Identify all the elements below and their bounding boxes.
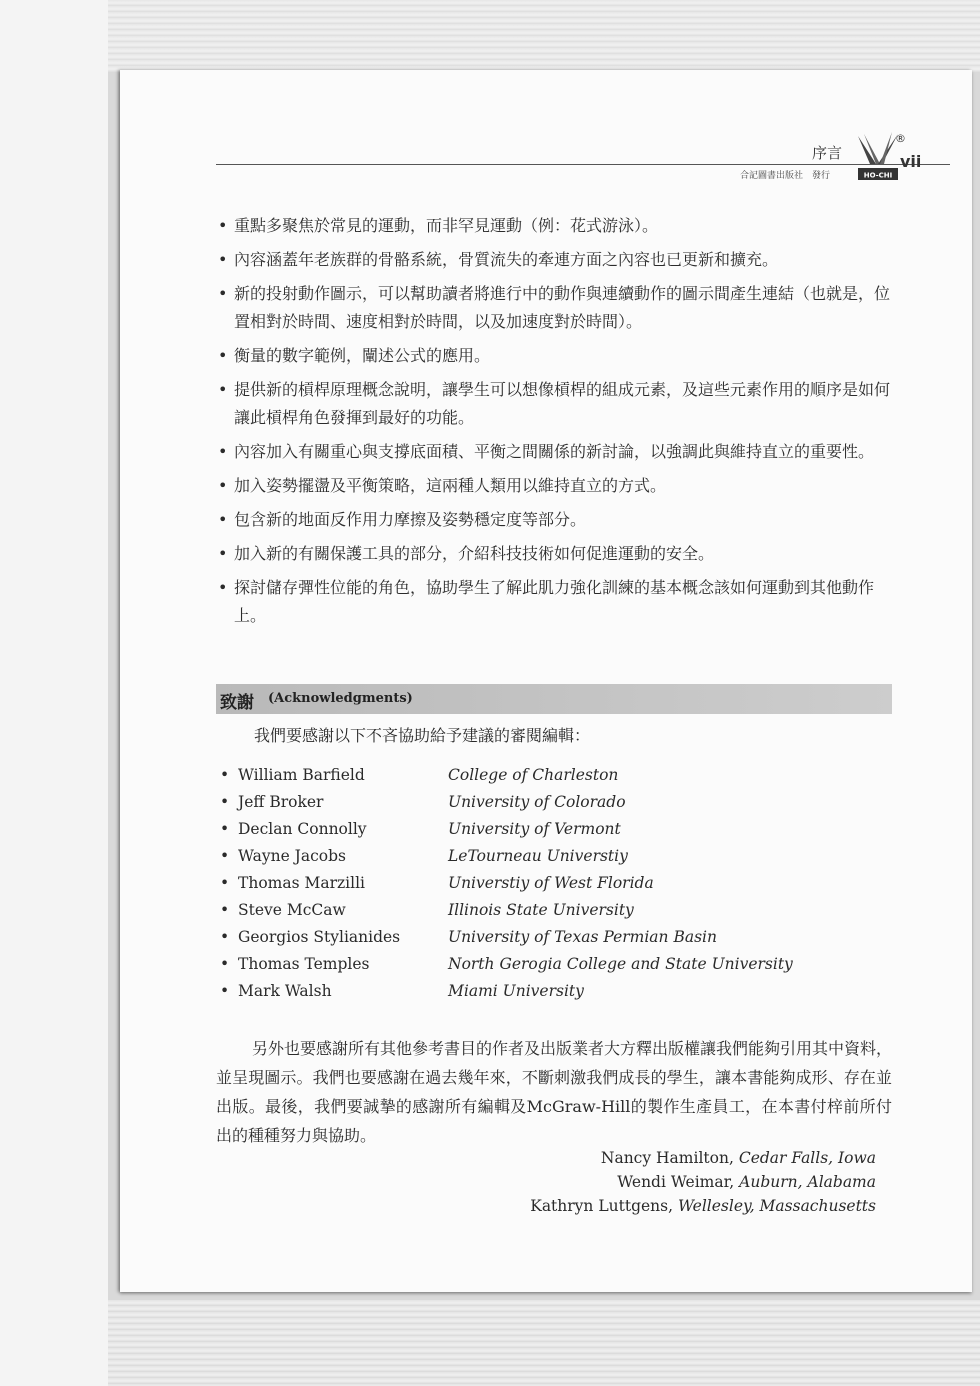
reviewer-school: University of Texas Permian Basin — [448, 928, 717, 946]
reviewer-school: Miami University — [448, 982, 584, 1000]
bullet-icon: • — [220, 847, 230, 865]
author-name: Nancy Hamilton, — [600, 1149, 734, 1167]
page-number: vii — [900, 152, 922, 171]
acknowledgments-heading — [216, 684, 892, 714]
list-item — [218, 506, 894, 534]
feature-list — [218, 212, 894, 636]
list-item-text: 內容加入有關重心與支撐底面積、平衡之間關係的新討論，以強調此與維持直立的重要性。 — [234, 442, 875, 461]
reviewer-school: University of Colorado — [448, 793, 626, 811]
list-item-text: 提供新的槓桿原理概念說明，讓學生可以想像槓桿的組成元素，及這些元素作用的順序是如何讓此槓桿角色發揮到最好的功能。 — [234, 380, 891, 427]
header-rule — [216, 164, 950, 165]
reviewer-school: College of Charleston — [448, 766, 619, 784]
publisher-line: 合記圖書出版社 發行 — [740, 171, 831, 181]
list-item-text: 衡量的數字範例，闡述公式的應用。 — [234, 346, 491, 365]
bullet-icon: • — [218, 380, 228, 399]
bullet-icon: • — [220, 928, 230, 946]
registered-mark: ® — [895, 132, 906, 145]
list-item — [218, 246, 894, 274]
bullet-icon: • — [220, 820, 230, 838]
author-signatures — [460, 1146, 876, 1218]
bullet-icon: • — [220, 766, 230, 784]
bullet-icon: • — [218, 476, 228, 495]
scan-margin-left — [0, 0, 108, 1386]
bullet-icon: • — [220, 901, 230, 919]
reviewer-name: Thomas Marzilli — [238, 874, 365, 892]
scan-margin-top — [108, 0, 980, 72]
book-page — [120, 70, 972, 1292]
signature-line — [460, 1170, 876, 1194]
reviewer-row — [220, 762, 860, 789]
list-item-text: 加入新的有關保護工具的部分，介紹科技技術如何促進運動的安全。 — [234, 544, 715, 563]
reviewer-school: University of Vermont — [448, 820, 621, 838]
author-location: Auburn, Alabama — [739, 1173, 876, 1191]
logo-text: HO-CHI — [863, 171, 893, 180]
bullet-icon: • — [218, 250, 228, 269]
list-item — [218, 438, 894, 466]
reviewer-name: Steve McCaw — [238, 901, 346, 919]
signature-line — [460, 1194, 876, 1218]
list-item — [218, 342, 894, 370]
list-item — [218, 212, 894, 240]
author-name: Kathryn Luttgens, — [530, 1197, 674, 1215]
reviewer-school: Universtiy of West Florida — [448, 874, 654, 892]
reviewer-name: Wayne Jacobs — [238, 847, 347, 865]
list-item-text: 探討儲存彈性位能的角色，協助學生了解此肌力強化訓練的基本概念該如何運動到其他動作上。 — [234, 578, 875, 625]
reviewer-name: Declan Connolly — [238, 820, 367, 838]
reviewer-row — [220, 924, 860, 951]
acknowledgments-intro: 我們要感謝以下不吝協助給予建議的審閱編輯： — [254, 726, 591, 745]
heading-en: (Acknowledgments) — [268, 691, 413, 706]
reviewer-list — [220, 762, 860, 1005]
reviewer-row — [220, 789, 860, 816]
bullet-icon: • — [218, 544, 228, 563]
list-item-text: 重點多聚焦於常見的運動，而非罕見運動（例：花式游泳）。 — [234, 216, 659, 235]
bullet-icon: • — [218, 346, 228, 365]
reviewer-row — [220, 843, 860, 870]
bullet-icon: • — [220, 955, 230, 973]
reviewer-name: Jeff Broker — [238, 793, 324, 811]
reviewer-name: Georgios Stylianides — [238, 928, 401, 946]
list-item — [218, 540, 894, 568]
list-item — [218, 574, 894, 630]
heading-zh: 致謝 — [220, 693, 254, 713]
running-header-title: 序言 — [812, 144, 843, 162]
list-item-text: 加入姿勢擺盪及平衡策略，這兩種人類用以維持直立的方式。 — [234, 476, 667, 495]
bullet-icon: • — [218, 442, 228, 461]
list-item — [218, 280, 894, 336]
reviewer-row — [220, 951, 860, 978]
reviewer-name: William Barfield — [238, 766, 365, 784]
bullet-icon: • — [218, 510, 228, 529]
author-location: Cedar Falls, Iowa — [738, 1149, 876, 1167]
author-name: Wendi Weimar, — [617, 1173, 735, 1191]
reviewer-school: North Gerogia College and State University — [448, 955, 793, 973]
reviewer-school: Illinois State University — [448, 901, 634, 919]
reviewer-row — [220, 897, 860, 924]
bullet-icon: • — [220, 793, 230, 811]
scan-margin-bottom — [108, 1300, 980, 1386]
reviewer-name: Thomas Temples — [238, 955, 370, 973]
reviewer-row — [220, 978, 860, 1005]
list-item-text: 包含新的地面反作用力摩擦及姿勢穩定度等部分。 — [234, 510, 587, 529]
reviewer-school: LeTourneau Universtiy — [448, 847, 628, 865]
signature-line — [460, 1146, 876, 1170]
bullet-icon: • — [220, 874, 230, 892]
closing-paragraph: 另外也要感謝所有其他參考書目的作者及出版業者大方釋出版權讓我們能夠引用其中資料，並呈現圖示。我們也要感謝在過去幾年來，不斷刺激我們成長的學生，讓本書能夠成形、存在並出版。最後，我們要誠摯的感謝所有編輯及McGraw-Hill的製作生產員工，在本書付梓前所付出的種種努力與協助。 — [216, 1039, 893, 1145]
publisher-logo-icon — [856, 130, 900, 182]
bullet-icon: • — [218, 284, 228, 303]
list-item-text: 新的投射動作圖示，可以幫助讀者將進行中的動作與連續動作的圖示間產生連結（也就是，位置相對於時間、速度相對於時間，以及加速度對於時間）。 — [234, 284, 891, 331]
reviewer-row — [220, 870, 860, 897]
list-item-text: 內容涵蓋年老族群的骨骼系統，骨質流失的牽連方面之內容也已更新和擴充。 — [234, 250, 779, 269]
list-item — [218, 472, 894, 500]
list-item — [218, 376, 894, 432]
author-location: Wellesley, Massachusetts — [677, 1197, 876, 1215]
bullet-icon: • — [218, 216, 228, 235]
bullet-icon: • — [218, 578, 228, 597]
reviewer-row — [220, 816, 860, 843]
bullet-icon: • — [220, 982, 230, 1000]
reviewer-name: Mark Walsh — [238, 982, 332, 1000]
